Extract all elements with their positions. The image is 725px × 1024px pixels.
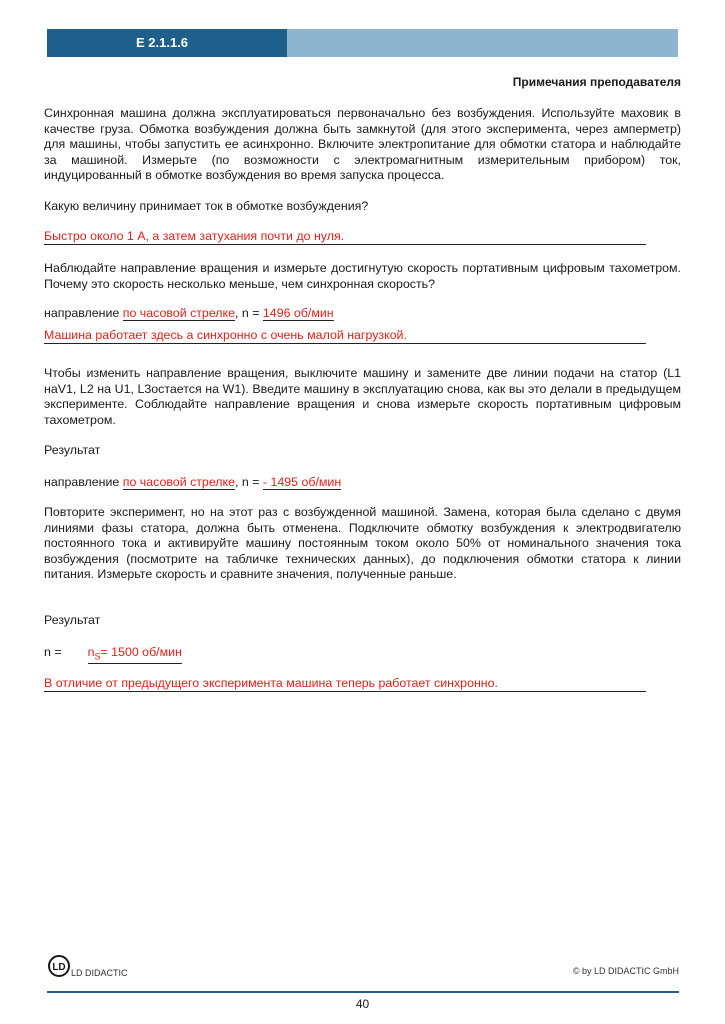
n-value [88,645,182,664]
direction-label: направление [44,475,123,489]
result-label-2: Результат [44,613,101,627]
n-symbol: n [87,645,95,659]
ld-didactic-logo-icon [47,954,71,978]
paragraph-2: Наблюдайте направление вращения и измерьте достигнутую скорость портативным цифровым тахометром. Почему это скорость несколько меньше, чем синхронная скорость? [44,261,681,291]
footer-divider [47,991,679,993]
speed-value: 1496 об/мин [262,306,334,320]
notes-title: Примечания преподавателя [512,75,681,89]
paragraph-3: Чтобы изменить направление вращения, выключите машину и замените две линии подачи на статор (L1 наV1, L2 на U1, L3остается на W1). Введите машину в эксплуатацию снова, как вы это делали в предыдущем эксперименте. Соблюдайте направление вращения и снова измерьте скорость портативным цифровым тахометром. [44,366,681,427]
n-subscript: S [94,651,101,662]
n-speed: = 1500 об/мин [100,645,182,659]
speed-value: - 1495 об/мин [262,475,342,489]
logo-text: LD DIDACTIC [71,968,128,978]
copyright: © by LD DIDACTIC GmbH [572,966,679,976]
n-line [44,645,182,664]
direction-value: по часовой стрелке [122,475,235,489]
header-bar-light [287,29,678,57]
n-label: n = [44,645,62,659]
question-1: Какую величину принимает ток в обмотке возбуждения? [44,199,369,213]
direction-line-2 [44,475,341,490]
direction-label: направление [44,306,123,320]
page-number: 40 [355,997,370,1011]
answer-3: В отличие от предыдущего эксперимента машина теперь работает синхронно. [44,676,646,692]
direction-line-1 [44,306,334,321]
direction-value: по часовой стрелке [122,306,235,320]
speed-label: , n = [235,306,263,320]
paragraph-4: Повторите эксперимент, но на этот раз с возбужденной машиной. Замена, которая была сделано с двумя линиями фазы статора, должна быть отменена. Подключите обмотку возбуждения к электродвигателю постоянного тока и активируйте машину постоянным током около 50% от номинального значения тока возбуждения (посмотрите на табличке технических данных), до подключения обмотки статора к линии питания. Измерьте скорость и сравните значения, полученные раньше. [44,505,681,581]
paragraph-1: Синхронная машина должна эксплуатироваться первоначально без возбуждения. Используйте маховик в качестве груза. Обмотка возбуждения должна быть замкнутой (для этого эксперимента, через амперметр) для машины, чтобы запустить ее асинхронно. Включите электропитание для обмотки статора и наблюдайте за машиной. Измерьте (по возможности с электромагнитным измерительным прибором) ток, индуцированный в обмотке возбуждения во время запуска процесса. [44,106,681,182]
speed-label: , n = [235,475,263,489]
result-label-1: Результат [44,443,101,457]
answer-2: Машина работает здесь а синхронно с очень малой нагрузкой. [44,328,646,344]
experiment-code: E 2.1.1.6 [136,35,189,50]
svg-text:LD: LD [52,962,66,973]
answer-1: Быстро около 1 А, а затем затухания почти до нуля. [44,229,646,245]
